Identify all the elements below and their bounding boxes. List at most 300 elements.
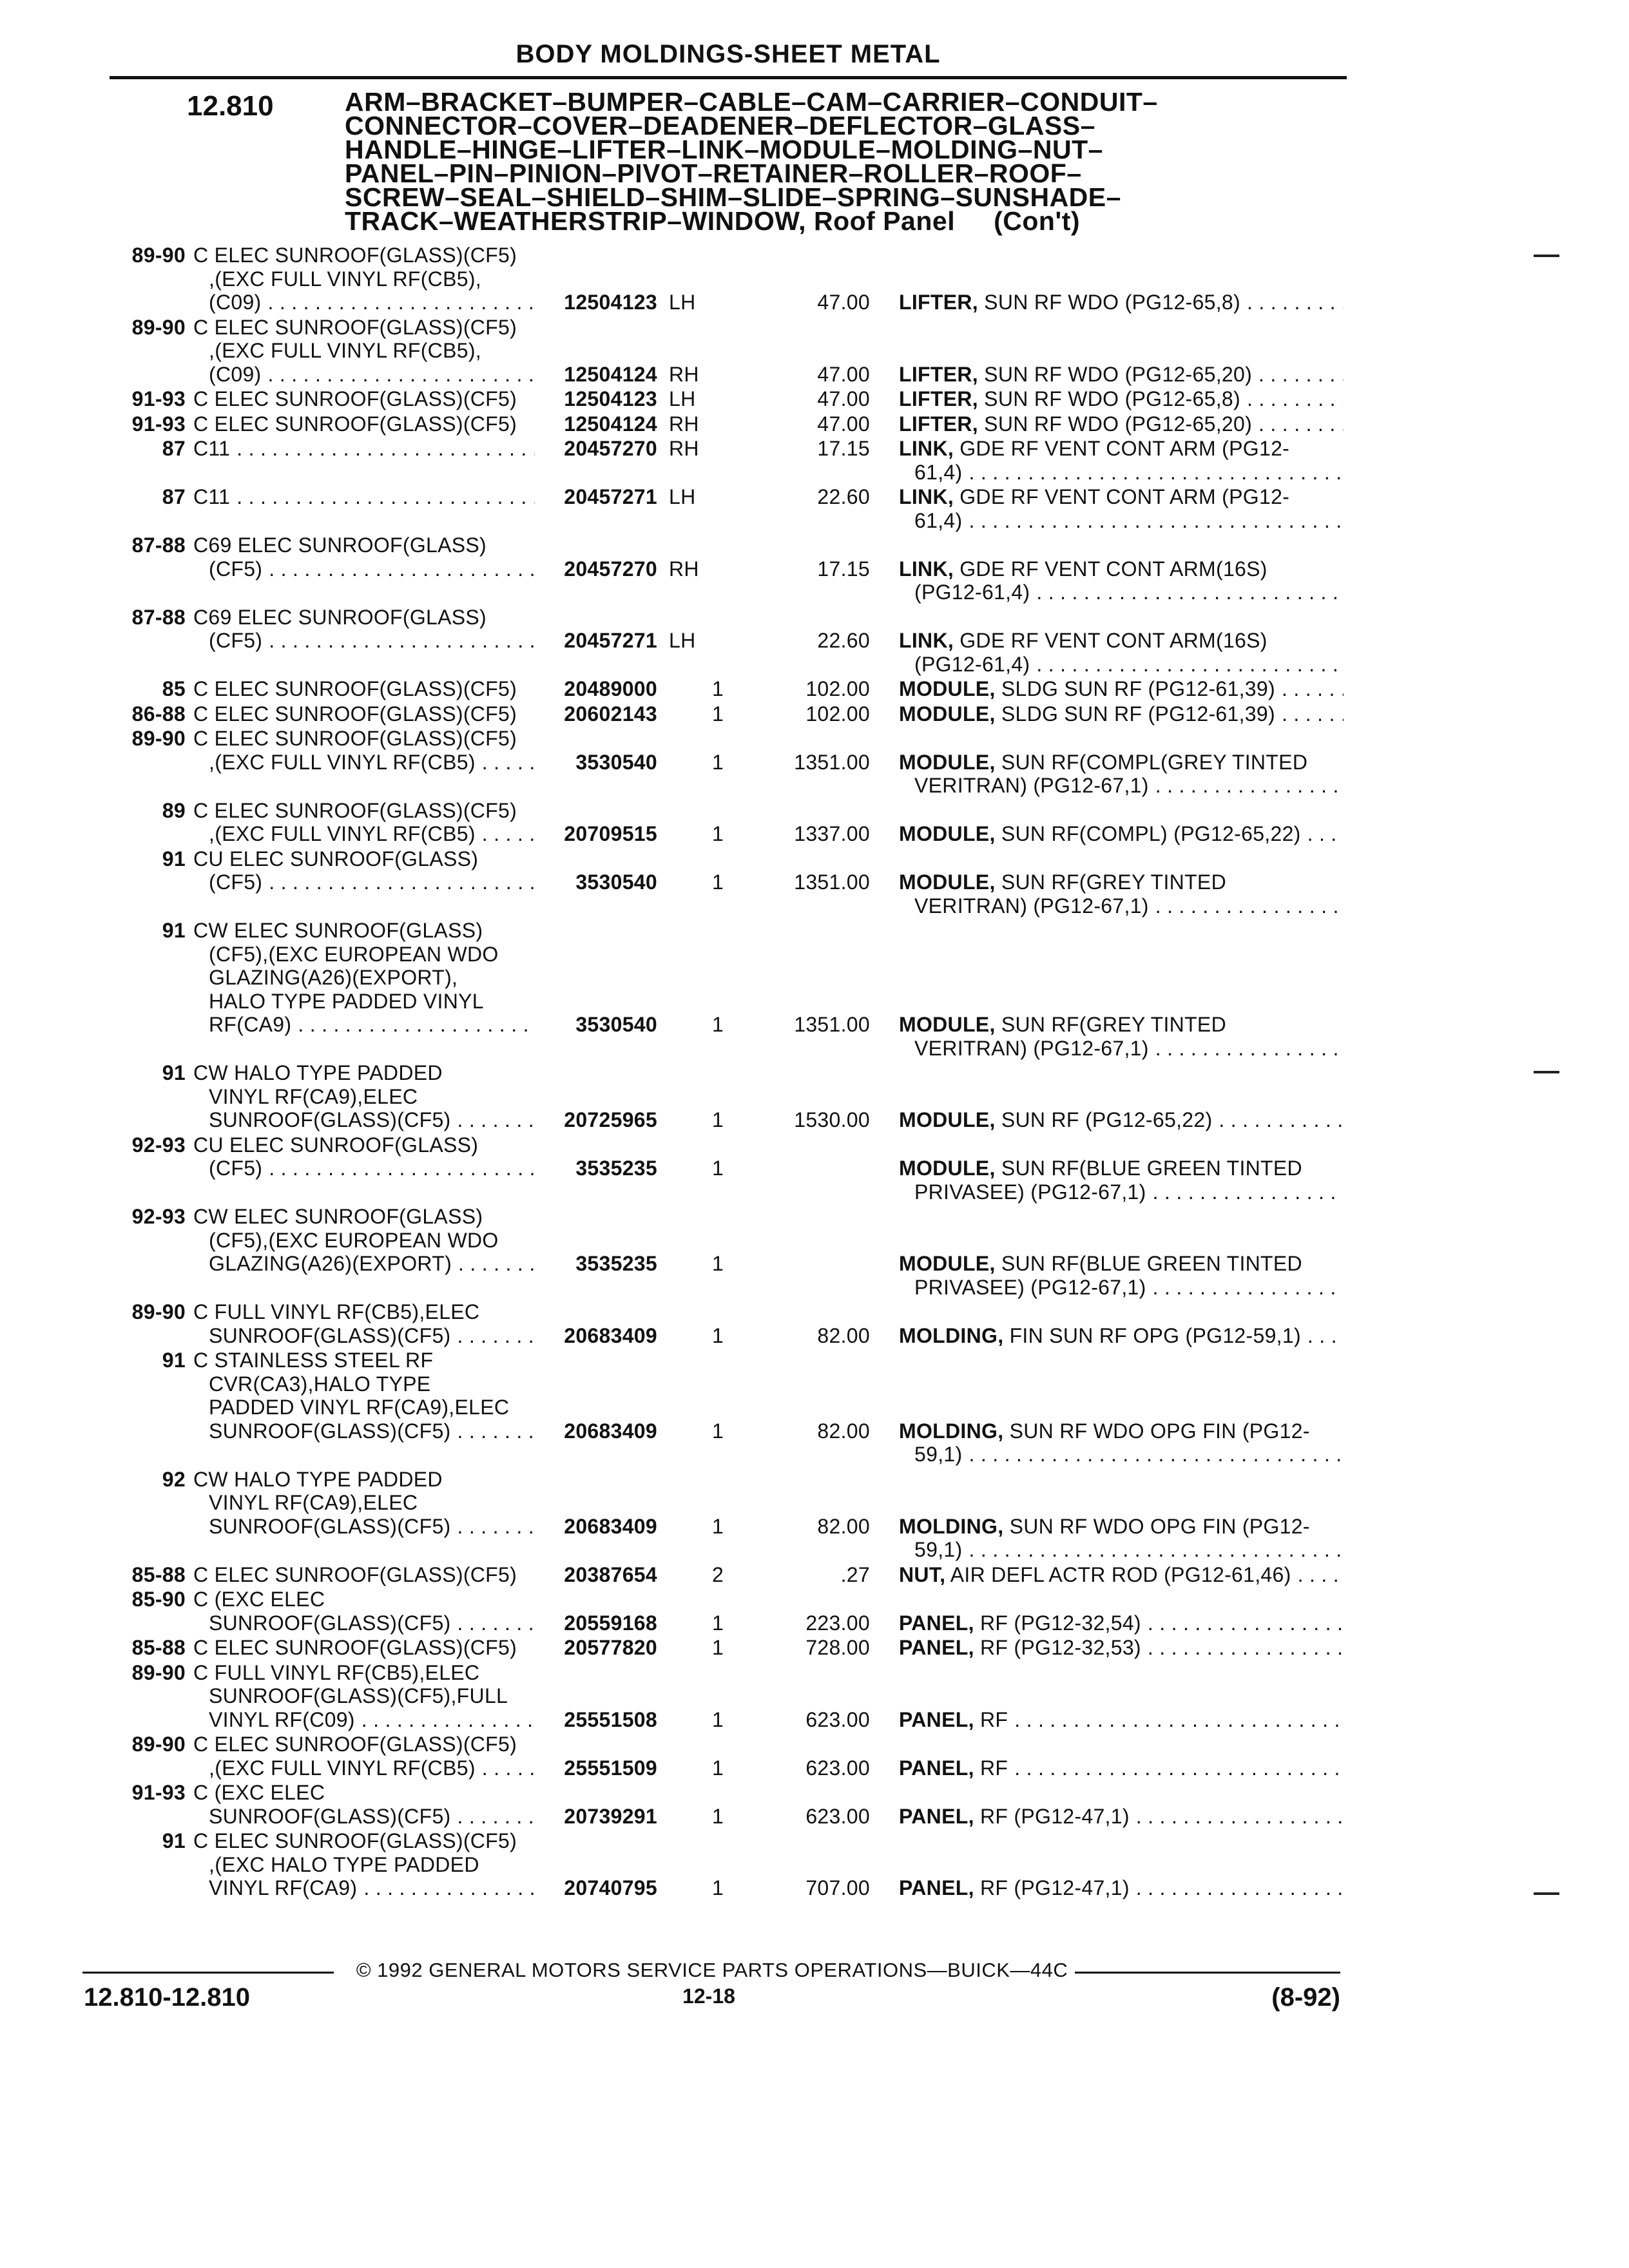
part-name-keyword: PANEL, (899, 1804, 974, 1828)
model-year: 85-88 (131, 1636, 186, 1659)
part-name-text: MOLDING, FIN SUN RF OPG (PG12-59,1) (899, 1323, 1301, 1347)
part-entry (0, 677, 1629, 701)
model-year: 92 (162, 1467, 186, 1491)
part-name-text: PRIVASEE) (PG12-67,1) (914, 1275, 1146, 1299)
description-line (193, 702, 535, 726)
model-year: 91 (162, 1061, 186, 1084)
part-number: 20457270 (564, 557, 657, 581)
dot-leader (269, 870, 535, 894)
description-text: GLAZING(A26)(EXPORT) (209, 1252, 452, 1275)
description-text: C (EXC ELEC (193, 1781, 325, 1804)
dot-leader (236, 485, 535, 509)
price: 1351.00 (794, 870, 870, 894)
description-line (193, 629, 535, 653)
usage-description (193, 1133, 535, 1180)
description-line (193, 1876, 535, 1900)
price-cell (741, 727, 870, 774)
part-name (870, 1133, 1344, 1204)
dot-leader (458, 1108, 535, 1132)
part-name-line (899, 1180, 1344, 1204)
dot-leader (1258, 363, 1344, 387)
usage-description (193, 1733, 535, 1780)
part-name-line (899, 677, 1344, 701)
price: 1351.00 (794, 1013, 870, 1036)
part-number-cell (535, 702, 657, 726)
dot-leader (1014, 1708, 1344, 1732)
price-cell (741, 677, 870, 701)
part-name-line (899, 557, 1344, 581)
price-cell (741, 437, 870, 461)
price: .27 (840, 1562, 870, 1586)
quantity-cell (712, 1563, 741, 1587)
part-name-line (899, 653, 1344, 677)
description-line (193, 557, 535, 581)
side-code-cell (657, 919, 712, 1013)
part-name-text: PANEL, RF (PG12-32,53) (899, 1636, 1141, 1659)
price-cell (741, 1300, 870, 1347)
part-name-text: LINK, GDE RF VENT CONT ARM (PG12- (899, 485, 1290, 508)
description-text: SUNROOF(GLASS)(CF5) (209, 1514, 451, 1538)
dot-leader (1136, 1805, 1344, 1829)
description-text: ,(EXC FULL VINYL RF(CB5) (209, 822, 476, 845)
usage-description (193, 919, 535, 1037)
usage-description (193, 244, 535, 314)
part-name-text: VERITRAN) (PG12-67,1) (914, 894, 1149, 918)
part-name-line (899, 894, 1344, 918)
side-code-cell (657, 387, 712, 411)
description-line (193, 485, 535, 509)
part-name-line (899, 1443, 1344, 1466)
part-name-text: 59,1) (914, 1538, 963, 1561)
description-text: SUNROOF(GLASS)(CF5),FULL (209, 1684, 508, 1707)
part-name-keyword: LIFTER, (899, 387, 978, 410)
part-entry (0, 1563, 1629, 1587)
side-code-cell (657, 1733, 712, 1756)
description-line (193, 1300, 535, 1324)
dot-leader (1247, 291, 1344, 314)
part-name-keyword: MOLDING, (899, 1323, 1004, 1347)
part-name-line (899, 581, 1344, 604)
section-title (345, 87, 1350, 236)
model-year: 89-90 (131, 1300, 186, 1323)
quantity-cell (712, 1133, 741, 1180)
dot-leader (268, 291, 535, 314)
part-name-keyword: MODULE, (899, 750, 996, 774)
part-entry (0, 702, 1629, 726)
description-text: C ELEC SUNROOF(GLASS)(CF5) (193, 1829, 517, 1852)
description-text: SUNROOF(GLASS)(CF5) (209, 1611, 451, 1635)
part-number-cell (535, 316, 657, 387)
footer-date: (8-92) (1271, 1983, 1340, 2012)
part-name-keyword: MOLDING, (899, 1514, 1004, 1538)
part-name-line (899, 1108, 1344, 1132)
part-name-line (899, 1515, 1344, 1539)
part-number-cell (535, 1133, 657, 1180)
description-text: C ELEC SUNROOF(GLASS)(CF5) (193, 1562, 517, 1586)
part-name-keyword: LINK, (899, 557, 954, 581)
usage-description (193, 387, 535, 411)
description-line (193, 267, 535, 291)
part-name-keyword: LIFTER, (899, 412, 978, 436)
part-name-keyword: MODULE, (899, 822, 996, 845)
part-name (870, 1829, 1344, 1900)
part-name-text: PANEL, RF (PG12-32,54) (899, 1611, 1141, 1635)
dot-leader (969, 509, 1344, 533)
part-name-keyword: MODULE, (899, 870, 996, 894)
quantity-cell (712, 1061, 741, 1132)
part-name-line (899, 1563, 1344, 1587)
price-cell (741, 1588, 870, 1635)
dot-leader (969, 1443, 1344, 1466)
quantity: 2 (712, 1562, 724, 1586)
description-line (193, 1061, 535, 1085)
usage-description (193, 1636, 535, 1660)
usage-description (193, 1563, 535, 1587)
quantity: 1 (712, 1514, 724, 1538)
part-entry (0, 1349, 1629, 1466)
margin-tick (1534, 255, 1559, 257)
model-year: 91 (162, 1349, 186, 1372)
description-text: VINYL RF(C09) (209, 1707, 355, 1731)
part-entry (0, 1661, 1629, 1732)
part-entry (0, 1588, 1629, 1635)
description-text: (C09) (209, 362, 262, 386)
part-number-cell (535, 847, 657, 894)
description-text: (CF5) (209, 870, 263, 894)
footer-rule-right (1075, 1972, 1340, 1974)
part-name-line (899, 1636, 1344, 1660)
dot-leader (482, 751, 535, 774)
part-name-text: LINK, GDE RF VENT CONT ARM(16S) (899, 557, 1268, 581)
description-line (193, 1853, 535, 1877)
description-text: C FULL VINYL RF(CB5),ELEC (193, 1300, 480, 1323)
row-gap (0, 1900, 1629, 1901)
quantity-cell (712, 847, 741, 894)
description-line (193, 1661, 535, 1685)
header-rule (110, 76, 1347, 79)
part-entry (0, 847, 1629, 918)
part-name-line (899, 437, 1344, 461)
description-text: ,(EXC HALO TYPE PADDED (209, 1852, 479, 1876)
description-line (193, 1829, 535, 1853)
part-name-line (899, 870, 1344, 894)
description-text: ,(EXC FULL VINYL RF(CB5) (209, 750, 476, 774)
description-line (193, 363, 535, 387)
quantity-cell (712, 1300, 741, 1347)
price-cell (741, 1781, 870, 1828)
description-text: C ELEC SUNROOF(GLASS)(CF5) (193, 387, 517, 410)
usage-description (193, 533, 535, 581)
price: 82.00 (817, 1419, 870, 1443)
description-text: PADDED VINYL RF(CA9),ELEC (209, 1396, 510, 1419)
description-text: SUNROOF(GLASS)(CF5) (209, 1323, 451, 1347)
part-number-cell (535, 1661, 657, 1732)
price: 102.00 (805, 702, 870, 726)
part-name-text: PANEL, RF (PG12-47,1) (899, 1804, 1130, 1828)
description-text: CU ELEC SUNROOF(GLASS) (193, 847, 479, 870)
description-line (193, 822, 535, 846)
part-name-line (899, 1756, 1344, 1780)
quantity: 1 (712, 702, 724, 726)
quantity: 1 (712, 1323, 724, 1347)
part-name-line (899, 1419, 1344, 1443)
price: 1351.00 (794, 750, 870, 774)
side-code-cell (657, 606, 712, 653)
part-name-line (899, 509, 1344, 533)
part-name-keyword: LIFTER, (899, 291, 978, 314)
description-line (193, 412, 535, 436)
dot-leader (236, 437, 535, 461)
quantity-cell (712, 677, 741, 701)
description-line (193, 1491, 535, 1515)
quantity: 1 (712, 1876, 724, 1899)
part-number: 12504123 (564, 387, 657, 410)
price: 22.60 (817, 629, 870, 652)
model-year: 85-88 (131, 1562, 186, 1586)
part-name-text: PRIVASEE) (PG12-67,1) (914, 1180, 1146, 1204)
part-number-cell (535, 799, 657, 846)
price-cell (741, 1349, 870, 1443)
section-title-line: CONNECTOR–COVER–DEADENER–DEFLECTOR–GLASS– (345, 111, 1095, 140)
dot-leader (1153, 1276, 1344, 1300)
part-name-text: LINK, GDE RF VENT CONT ARM (PG12- (899, 437, 1290, 460)
part-name-line (899, 461, 1344, 485)
model-year: 91-93 (131, 387, 186, 410)
description-line (193, 1563, 535, 1587)
side-code: LH (669, 629, 696, 652)
description-line (193, 1611, 535, 1635)
price: 47.00 (817, 412, 870, 436)
dot-leader (1307, 822, 1344, 846)
part-name (870, 919, 1344, 1060)
part-name-text: LIFTER, SUN RF WDO (PG12-65,20) (899, 412, 1253, 436)
quantity-cell (712, 1588, 741, 1635)
quantity: 1 (712, 1419, 724, 1443)
model-year: 89-90 (131, 244, 186, 267)
part-name-line (899, 629, 1344, 653)
usage-description (193, 1829, 535, 1900)
price-cell (741, 1636, 870, 1660)
price: 47.00 (817, 387, 870, 410)
dot-leader (363, 1876, 535, 1900)
quantity: 1 (712, 1804, 724, 1828)
quantity: 1 (712, 1108, 724, 1131)
part-number: 20457271 (564, 485, 657, 508)
dot-leader (458, 1611, 535, 1635)
description-line (193, 1805, 535, 1829)
part-number: 20683409 (564, 1323, 657, 1347)
section-title-line: SCREW–SEAL–SHIELD–SHIM–SLIDE–SPRING–SUNSHADE– (345, 182, 1121, 212)
margin-tick (1534, 1892, 1559, 1895)
model-year: 89-90 (131, 1660, 186, 1684)
quantity: 1 (712, 1756, 724, 1780)
quantity-cell (712, 316, 741, 363)
model-year: 92-93 (131, 1133, 186, 1157)
description-text: C69 ELEC SUNROOF(GLASS) (193, 605, 487, 629)
description-text: (C09) (209, 291, 262, 314)
description-text: C69 ELEC SUNROOF(GLASS) (193, 533, 487, 557)
description-text: RF(CA9) (209, 1013, 292, 1036)
part-entry (0, 437, 1629, 484)
usage-description (193, 1781, 535, 1828)
part-number-cell (535, 606, 657, 653)
part-entry (0, 387, 1629, 411)
part-entry (0, 1636, 1629, 1660)
price: 623.00 (805, 1756, 870, 1780)
description-text: C ELEC SUNROOF(GLASS)(CF5) (193, 727, 517, 750)
description-line (193, 1684, 535, 1708)
part-number-cell (535, 1061, 657, 1132)
usage-description (193, 1300, 535, 1347)
part-name-line (899, 1611, 1344, 1635)
model-year: 89 (162, 798, 186, 822)
description-text: C ELEC SUNROOF(GLASS)(CF5) (193, 798, 517, 822)
part-number-cell (535, 919, 657, 1037)
part-name-line (899, 363, 1344, 387)
model-year: 89-90 (131, 315, 186, 339)
part-entry (0, 412, 1629, 436)
description-line (193, 1781, 535, 1805)
price: 623.00 (805, 1707, 870, 1731)
quantity-cell (712, 727, 741, 774)
part-number: 20577820 (564, 1636, 657, 1659)
part-name-line (899, 1805, 1344, 1829)
quantity-cell (712, 1349, 741, 1443)
part-number: 20387654 (564, 1562, 657, 1586)
dot-leader (1282, 677, 1344, 701)
part-name-keyword: LINK, (899, 629, 954, 652)
part-number-cell (535, 1205, 657, 1276)
part-number: 20725965 (564, 1108, 657, 1131)
part-name-text: (PG12-61,4) (914, 581, 1030, 604)
side-code-cell (657, 1661, 712, 1708)
price: 1337.00 (794, 822, 870, 845)
part-number: 20683409 (564, 1514, 657, 1538)
side-code-cell (657, 485, 712, 509)
part-name-keyword: MODULE, (899, 1108, 996, 1131)
quantity-cell (712, 919, 741, 1037)
part-name (870, 1588, 1344, 1635)
description-text: SUNROOF(GLASS)(CF5) (209, 1804, 451, 1828)
model-year: 86-88 (131, 702, 186, 726)
side-code-cell (657, 1468, 712, 1515)
part-name (870, 606, 1344, 677)
side-code-cell (657, 727, 712, 751)
description-line (193, 677, 535, 701)
description-line (193, 1013, 535, 1037)
description-text: SUNROOF(GLASS)(CF5) (209, 1108, 451, 1131)
part-entry (0, 799, 1629, 846)
side-code: RH (669, 437, 699, 460)
part-entry (0, 1205, 1629, 1299)
part-name-line (899, 1276, 1344, 1300)
part-entry (0, 1133, 1629, 1204)
part-name-line (899, 1252, 1344, 1276)
price: 102.00 (805, 677, 870, 700)
part-name (870, 485, 1344, 532)
quantity-cell (712, 533, 741, 557)
footer-page-number: 12-18 (682, 1984, 735, 2008)
price-cell (741, 1829, 870, 1900)
side-code: RH (669, 362, 699, 386)
part-name-keyword: PANEL, (899, 1636, 974, 1659)
quantity: 1 (712, 677, 724, 700)
description-text: CVR(CA3),HALO TYPE (209, 1372, 431, 1396)
description-text: SUNROOF(GLASS)(CF5) (209, 1419, 451, 1443)
margin-tick (1534, 1071, 1559, 1073)
part-number-cell (535, 1588, 657, 1635)
price: 17.15 (817, 557, 870, 581)
description-line (193, 847, 535, 871)
part-number: 25551508 (564, 1707, 657, 1731)
description-text: C FULL VINYL RF(CB5),ELEC (193, 1660, 480, 1684)
part-name (870, 727, 1344, 798)
part-name-line (899, 1708, 1344, 1732)
description-line (193, 1515, 535, 1539)
part-name (870, 1468, 1344, 1562)
part-number-cell (535, 1829, 657, 1900)
price-cell (741, 1468, 870, 1539)
part-name (870, 437, 1344, 484)
dot-leader (458, 1515, 535, 1539)
side-code-cell (657, 1133, 712, 1157)
price: 47.00 (817, 291, 870, 314)
side-code-cell (657, 412, 712, 436)
model-year: 85 (162, 677, 186, 700)
price-cell (741, 847, 870, 894)
section-title-line: ARM–BRACKET–BUMPER–CABLE–CAM–CARRIER–CONDUIT– (345, 87, 1158, 117)
part-number: 3530540 (575, 870, 657, 894)
part-name (870, 412, 1344, 436)
side-code-cell (657, 1349, 712, 1419)
usage-description (193, 799, 535, 846)
description-line (193, 1733, 535, 1756)
side-code-cell (657, 799, 712, 823)
usage-description (193, 1468, 535, 1539)
model-year: 91 (162, 847, 186, 870)
part-name-line (899, 1324, 1344, 1348)
description-line (193, 437, 535, 461)
part-entry (0, 533, 1629, 604)
description-line (193, 1324, 535, 1348)
description-line (193, 1468, 535, 1492)
description-text: C ELEC SUNROOF(GLASS)(CF5) (193, 677, 517, 700)
part-name-text: MODULE, SUN RF(GREY TINTED (899, 1013, 1226, 1036)
quantity-cell (712, 1733, 741, 1780)
part-name-line (899, 1876, 1344, 1900)
part-name-line (899, 485, 1344, 509)
description-line (193, 1085, 535, 1109)
usage-description (193, 606, 535, 653)
dot-leader (1282, 702, 1344, 726)
price-cell (741, 1061, 870, 1132)
part-name-text: 59,1) (914, 1443, 963, 1466)
part-name-text: MODULE, SUN RF(GREY TINTED (899, 870, 1226, 894)
dot-leader (1148, 1611, 1344, 1635)
price-cell (741, 1733, 870, 1780)
part-entry (0, 316, 1629, 387)
side-code-cell (657, 437, 712, 461)
dot-leader (458, 1252, 535, 1276)
part-name-text: VERITRAN) (PG12-67,1) (914, 774, 1149, 797)
description-text: C STAINLESS STEEL RF (193, 1349, 434, 1372)
price-cell (741, 799, 870, 846)
description-line (193, 1157, 535, 1180)
description-line (193, 1588, 535, 1611)
side-code: LH (669, 485, 696, 508)
dot-leader (969, 461, 1344, 485)
description-text: (CF5) (209, 629, 263, 652)
